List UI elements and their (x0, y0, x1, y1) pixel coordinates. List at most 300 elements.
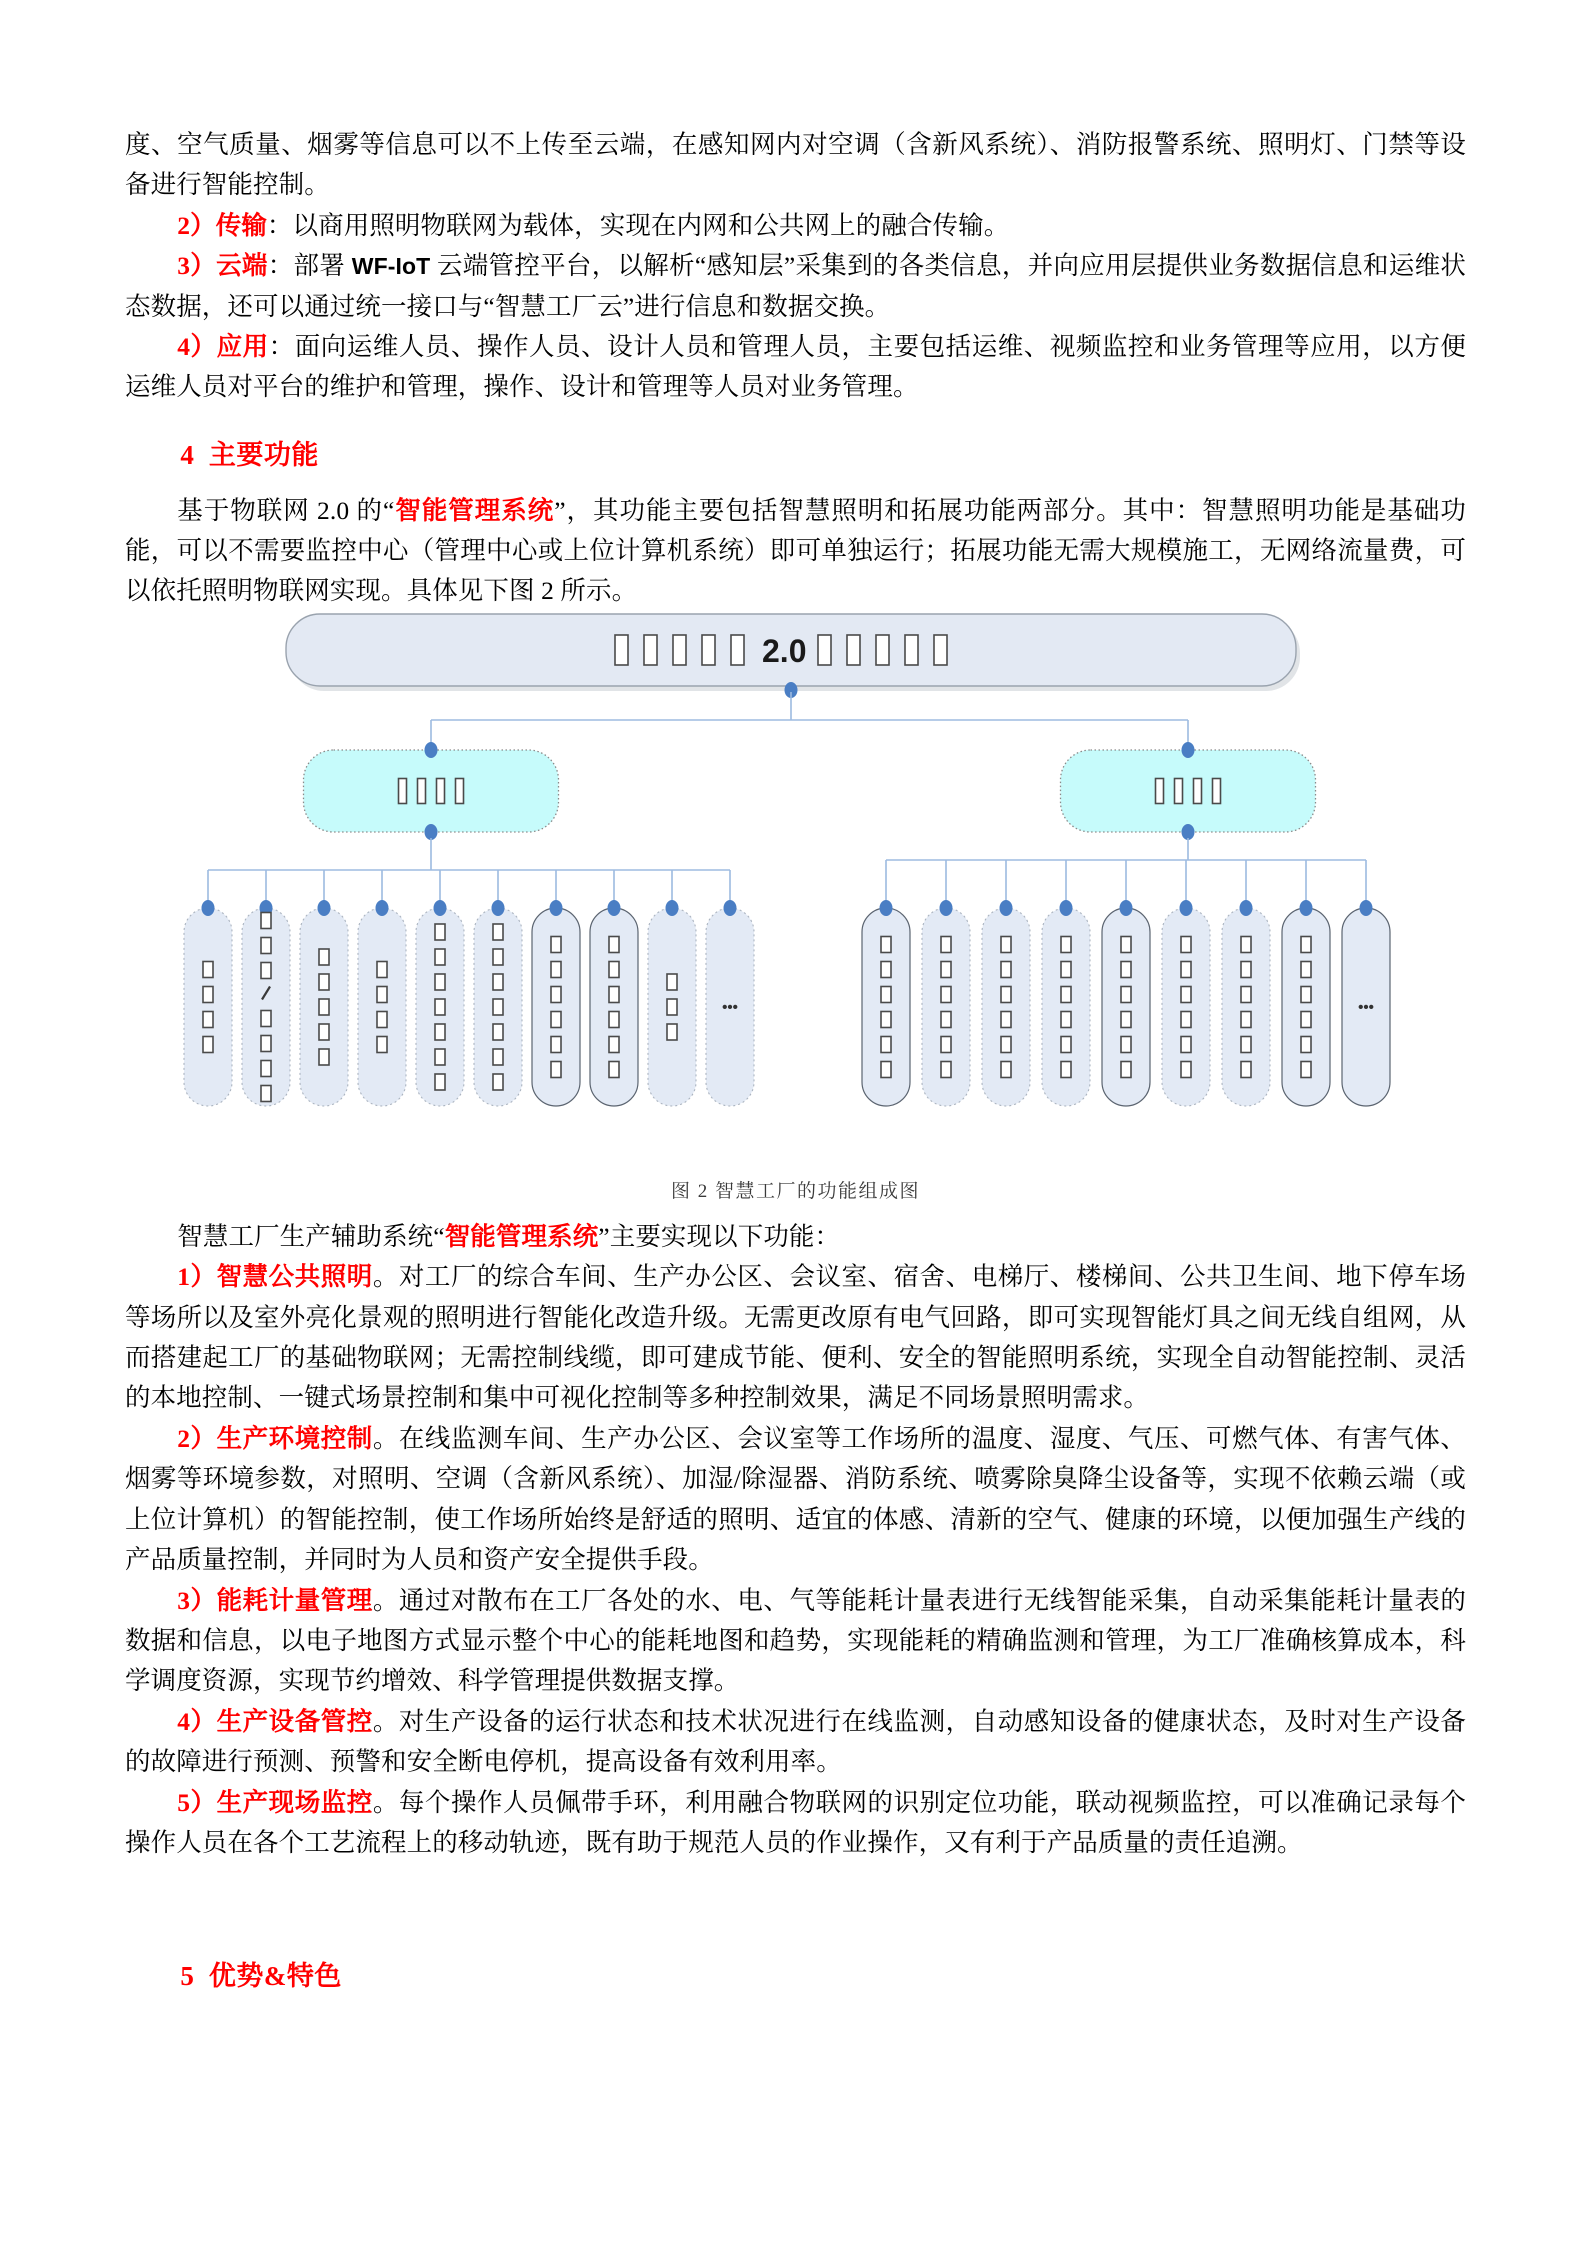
leaf-label-tofu (1061, 961, 1071, 977)
branch-label-tofu (1174, 778, 1182, 803)
list-item-application-colon: ： (268, 332, 295, 362)
leaf-label-tofu (1241, 1011, 1251, 1027)
leaf-label-tofu (1001, 936, 1011, 952)
leaf-label-tofu (881, 1061, 891, 1077)
figure-2-container (126, 612, 1466, 1172)
leaf-label-tofu (1001, 1011, 1011, 1027)
root-label-tofu (876, 635, 889, 665)
leaf-label-tofu (941, 986, 951, 1002)
leaf-label-tofu (1241, 961, 1251, 977)
leaf-label-tofu (1121, 961, 1131, 977)
branch-label-tofu (436, 778, 444, 803)
functions-lead-after: ”主要实现以下功能： (598, 1221, 841, 1251)
leaf-label-tofu (609, 1011, 619, 1027)
list-item-cloud-label: 云端 (216, 251, 268, 281)
leaf-label-tofu (435, 1024, 445, 1040)
leaf-label-tofu (435, 1049, 445, 1065)
tofu-box (1001, 1011, 1011, 1027)
leaf-label-tofu (941, 1061, 951, 1077)
tofu-box (435, 1074, 445, 1090)
leaf-label-tofu (1121, 936, 1131, 952)
tofu-box (493, 1024, 503, 1040)
leaf-label-tofu (667, 1024, 677, 1040)
leaf-label-tofu (1001, 1061, 1011, 1077)
leaf-label-tofu (667, 999, 677, 1015)
root-label-tofu (615, 635, 628, 665)
tofu-box (941, 1036, 951, 1052)
section-heading-4-number: 4 (180, 439, 195, 470)
tofu-box (876, 635, 889, 665)
root-label-tofu (702, 635, 715, 665)
tofu-box (644, 635, 657, 665)
leaf-label-tofu (261, 1085, 271, 1101)
tofu-box (847, 635, 860, 665)
tofu-box (609, 1061, 619, 1077)
function-item-public-lighting (125, 1257, 1466, 1419)
leaf-label-tofu (941, 936, 951, 952)
tofu-box (551, 1011, 561, 1027)
leaf-label-tofu (319, 999, 329, 1015)
leaf-label-tofu (1301, 986, 1311, 1002)
right-group-leaf-ellipsis: ••• (1357, 998, 1374, 1016)
leaf-label-tofu (551, 1061, 561, 1077)
tofu-box (1241, 936, 1251, 952)
section4-intro-after: ”，其功能主要包括智慧照明和拓展功能两部分。其中：智慧照明功能是基础功能，可以不需要监控中心（管理中心或上位计算机系统）即可单独运行；拓展功能无需大规模施工，无网络流量费，可以依托照明物联网实现。具体见下图 2 所示。 (125, 495, 1466, 606)
tofu-box (1181, 961, 1191, 977)
tofu-box (881, 1036, 891, 1052)
leaf-label-tofu (1001, 986, 1011, 1002)
function-item-site-monitoring (125, 1783, 1466, 1864)
leaf-label-tofu (493, 974, 503, 990)
function-item-environment-control-marker: 2） (177, 1423, 217, 1453)
function-item-equipment-control-punct: 。 (372, 1706, 399, 1736)
leaf-label-tofu (1181, 1036, 1191, 1052)
leaf-label-tofu (1181, 961, 1191, 977)
leaf-label-tofu (493, 924, 503, 940)
function-item-energy-metering-text: 通过对散布在工厂各处的水、电、气等能耗计量表进行无线智能采集，自动采集能耗计量表的数据和信息，以电子地图方式显示整个中心的能耗地图和趋势，实现能耗的精确监测和管理，为工厂准确核算成本，科学调度资源，实现节约增效、科学管理提供数据支撑。 (125, 1585, 1466, 1696)
document-body (125, 125, 1466, 612)
function-item-equipment-control-label: 生产设备管控 (216, 1706, 373, 1736)
tofu-box (667, 999, 677, 1015)
branch-label-tofu (1193, 778, 1201, 803)
leaf-label-tofu (203, 1011, 213, 1027)
spacer (125, 1203, 1466, 1217)
tofu-box (1061, 1011, 1071, 1027)
leaf-label-tofu (377, 1011, 387, 1027)
tofu-box (1061, 1061, 1071, 1077)
leaf-label-tofu (1061, 936, 1071, 952)
tofu-box (1155, 778, 1163, 803)
tofu-box (377, 986, 387, 1002)
tofu-box (435, 974, 445, 990)
tofu-box (667, 1024, 677, 1040)
branch-label-tofu (1212, 778, 1220, 803)
tofu-box (615, 635, 628, 665)
function-item-energy-metering-label: 能耗计量管理 (216, 1585, 373, 1615)
leaf-label-tofu (1181, 1061, 1191, 1077)
tofu-box (1301, 961, 1311, 977)
leaf-label-tofu (1061, 1011, 1071, 1027)
leaf-label-tofu (1301, 1036, 1311, 1052)
tofu-box (1121, 1011, 1131, 1027)
tofu-box (319, 949, 329, 965)
tofu-box (1061, 936, 1071, 952)
leaf-label-tofu (881, 961, 891, 977)
function-item-equipment-control-text: 对生产设备的运行状态和技术状况进行在线监测，自动感知设备的健康状态，及时对生产设备的故障进行预测、预警和安全断电停机，提高设备有效利用率。 (125, 1706, 1466, 1777)
leaf-label-tofu (493, 949, 503, 965)
tofu-box (1181, 1036, 1191, 1052)
right-group-leaf-dot (1299, 900, 1312, 916)
function-item-energy-metering-punct: 。 (372, 1585, 399, 1615)
function-item-site-monitoring-text: 每个操作人员佩带手环，利用融合物联网的识别定位功能，联动视频监控，可以准确记录每个操作人员在各个工艺流程上的移动轨迹，既有助于规范人员的作业操作，又有利于产品质量的责任追溯。 (125, 1787, 1466, 1857)
right-group-leaf-dot (879, 900, 892, 916)
tofu-box (609, 961, 619, 977)
left-branch-node[interactable] (303, 750, 558, 832)
branch-label-tofu (1155, 778, 1163, 803)
tofu-box (1001, 1036, 1011, 1052)
leaf-label-tofu (1061, 1036, 1071, 1052)
leaf-label-tofu (1241, 986, 1251, 1002)
tofu-box (319, 999, 329, 1015)
tofu-box (941, 986, 951, 1002)
list-item-transmission-colon: ： (266, 210, 293, 240)
right-group-leaf-dot (1059, 900, 1072, 916)
tofu-box (1001, 961, 1011, 977)
leaf-label-tofu (1241, 1036, 1251, 1052)
tofu-box (1212, 778, 1220, 803)
branch-label-tofu (417, 778, 425, 803)
tofu-box (1181, 1061, 1191, 1077)
section-heading-5 (125, 1955, 1466, 1998)
tofu-box (493, 949, 503, 965)
tofu-box (261, 937, 271, 953)
function-item-site-monitoring-label: 生产现场监控 (216, 1787, 373, 1817)
tofu-box (818, 635, 831, 665)
tofu-box (934, 635, 947, 665)
right-branch-node[interactable] (1060, 750, 1315, 832)
tofu-box (435, 1049, 445, 1065)
root-label-tofu (934, 635, 947, 665)
leaf-label-tofu (551, 961, 561, 977)
leaf-label-tofu (435, 949, 445, 965)
leaf-label-tofu (1121, 1061, 1131, 1077)
tofu-box (667, 974, 677, 990)
leaf-label-tofu (941, 1011, 951, 1027)
function-item-environment-control-punct: 。 (372, 1423, 399, 1453)
tofu-box (673, 635, 686, 665)
tofu-box (319, 1024, 329, 1040)
leaf-label-tofu (261, 962, 271, 978)
root-label-tofu (644, 635, 657, 665)
section-heading-4 (125, 434, 1466, 477)
leaf-label-tofu (261, 912, 271, 928)
leaf-label-tofu (881, 936, 891, 952)
leaf-label-tofu (493, 1074, 503, 1090)
right-group-leaf-dot (1119, 900, 1132, 916)
tofu-box (551, 1036, 561, 1052)
leaf-label-tofu (319, 1024, 329, 1040)
figure-2-caption: 图 2 智慧工厂的功能组成图 (670, 1180, 920, 1202)
functions-lead-paragraph (125, 1217, 1466, 1257)
function-item-public-lighting-text: 对工厂的综合车间、生产办公区、会议室、宿舍、电梯厅、楼梯间、公共卫生间、地下停车场等场所以及室外亮化景观的照明进行智能化改造升级。无需更改原有电气回路，即可实现智能灯具之间无线自组网，从而搭建起工厂的基础物联网；无需控制线缆，即可建成节能、便利、安全的智能照明系统，实现全自动智能控制、灵活的本地控制、一键式场景控制和集中可视化控制等多种控制效果，满足不同场景照明需求。 (125, 1262, 1466, 1413)
tofu-box (941, 936, 951, 952)
function-item-site-monitoring-marker: 5） (177, 1787, 217, 1817)
tofu-box (435, 1024, 445, 1040)
right-group-leaf-dot (1179, 900, 1192, 916)
tofu-box (1121, 1036, 1131, 1052)
tofu-box (609, 1036, 619, 1052)
tofu-box (1121, 1061, 1131, 1077)
section4-intro-quoted: 智能管理系统 (394, 495, 555, 525)
function-item-site-monitoring-punct: 。 (372, 1787, 399, 1817)
leaf-label-tofu (261, 1010, 271, 1026)
leaf-label-tofu (435, 974, 445, 990)
tofu-box (1001, 986, 1011, 1002)
tofu-box (1061, 1036, 1071, 1052)
leaf-label-tofu (203, 986, 213, 1002)
tofu-box (1301, 1061, 1311, 1077)
tofu-box (1241, 1011, 1251, 1027)
tofu-box (1241, 1036, 1251, 1052)
tofu-box (1241, 986, 1251, 1002)
leaf-label-tofu (667, 974, 677, 990)
root-label-tofu (818, 635, 831, 665)
document-body-lower (125, 1203, 1466, 1998)
section-heading-4-title: 主要功能 (208, 439, 319, 470)
root-label-tofu (731, 635, 744, 665)
leaf-label-tofu (1121, 986, 1131, 1002)
tofu-box (203, 1011, 213, 1027)
function-item-environment-control-label: 生产环境控制 (216, 1423, 373, 1453)
tofu-box (551, 936, 561, 952)
tofu-box (941, 1061, 951, 1077)
tofu-box (905, 635, 918, 665)
list-item-transmission-label: 传输 (215, 210, 267, 240)
leaf-label-tofu (609, 1036, 619, 1052)
tofu-box (731, 635, 744, 665)
tofu-box (1241, 961, 1251, 977)
list-item-cloud-marker: 3） (177, 251, 217, 281)
list-item-cloud-text-before: 部署 (293, 251, 352, 281)
leaf-label-tofu (1181, 1011, 1191, 1027)
tofu-box (493, 1049, 503, 1065)
leaf-label-tofu (319, 949, 329, 965)
list-item-cloud-text-after: 云端管控平台，以解析“感知层”采集到的各类信息，并向应用层提供业务数据信息和运维状态数据，还可以通过统一接口与“智慧工厂云”进行信息和数据交换。 (125, 251, 1466, 321)
leaf-label-tofu (881, 1036, 891, 1052)
right-group-leaf-dot (939, 900, 952, 916)
tofu-box (417, 778, 425, 803)
list-item-transmission (125, 206, 1466, 246)
section-heading-5-title: 优势&特色 (208, 1961, 342, 1992)
tofu-box (1301, 1011, 1311, 1027)
leaf-label-tofu (941, 961, 951, 977)
function-item-public-lighting-label: 智慧公共照明 (216, 1262, 373, 1292)
tofu-box (551, 961, 561, 977)
tofu-box (1121, 986, 1131, 1002)
function-item-energy-metering-marker: 3） (177, 1585, 217, 1615)
left-group-leaf-node[interactable] (358, 908, 406, 1106)
leaf-label-tofu (551, 1011, 561, 1027)
tofu-box (377, 1011, 387, 1027)
branch-label-tofu (398, 778, 406, 803)
leaf-label-tofu (1301, 1061, 1311, 1077)
left-group-leaf-dot (317, 900, 330, 916)
tofu-box (1001, 936, 1011, 952)
tofu-box (1061, 986, 1071, 1002)
list-item-transmission-marker: 2） (177, 210, 216, 240)
leaf-label-tofu (1121, 1036, 1131, 1052)
tofu-box (261, 962, 271, 978)
leaf-label-tofu (319, 1049, 329, 1065)
leaf-label-tofu (1061, 986, 1071, 1002)
tofu-box (1241, 1061, 1251, 1077)
leaf-label-tofu (435, 999, 445, 1015)
right-group-leaf-dot (1239, 900, 1252, 916)
left-group-leaf-dot (433, 900, 446, 916)
tofu-box (881, 961, 891, 977)
right-branch-node-bottom-dot (1181, 824, 1194, 840)
root-label-tofu (847, 635, 860, 665)
tofu-box (261, 1010, 271, 1026)
leaf-label-tofu (261, 1035, 271, 1051)
tofu-box (398, 778, 406, 803)
tofu-box (319, 974, 329, 990)
leaf-label-tofu (609, 986, 619, 1002)
tofu-box (493, 924, 503, 940)
leaf-label-tofu (1121, 1011, 1131, 1027)
leaf-label-tofu (377, 1036, 387, 1052)
leaf-label-tofu (881, 1011, 891, 1027)
spacer (125, 408, 1466, 434)
leaf-label-tofu (1301, 1011, 1311, 1027)
left-group-leaf-label (493, 924, 503, 1090)
function-item-environment-control (125, 1419, 1466, 1581)
left-group-leaf-dot (665, 900, 678, 916)
tofu-box (609, 936, 619, 952)
tofu-box (261, 1060, 271, 1076)
functions-lead-quoted: 智能管理系统 (444, 1221, 599, 1251)
tofu-box (435, 924, 445, 940)
tofu-box (702, 635, 715, 665)
tofu-box (1001, 1061, 1011, 1077)
leaf-label-tofu (941, 1036, 951, 1052)
tofu-box (493, 999, 503, 1015)
left-group-leaf-dot (375, 900, 388, 916)
root-label-tofu (905, 635, 918, 665)
tofu-box (261, 1085, 271, 1101)
wf-iot-term: WF-IoT (351, 253, 431, 280)
function-item-public-lighting-marker: 1） (177, 1262, 217, 1292)
leaf-label-tofu (1181, 936, 1191, 952)
tofu-box (203, 961, 213, 977)
right-group-leaf-dot (999, 900, 1012, 916)
tofu-box (1193, 778, 1201, 803)
leaf-label-tofu (493, 1024, 503, 1040)
leaf-label-tofu (551, 986, 561, 1002)
leaf-label-tofu (1001, 1036, 1011, 1052)
tofu-box (319, 1049, 329, 1065)
left-group-leaf-dot (607, 900, 620, 916)
tofu-box (941, 1011, 951, 1027)
list-item-application (125, 327, 1466, 408)
list-item-cloud (125, 246, 1466, 327)
tofu-box (609, 1011, 619, 1027)
list-item-cloud-colon: ： (267, 251, 294, 281)
paragraph-continued-text: 度、空气质量、烟雾等信息可以不上传至云端，在感知网内对空调（含新风系统）、消防报警系统、照明灯、门禁等设备进行智能控制。 (125, 130, 1466, 200)
tofu-box (1181, 1011, 1191, 1027)
function-item-equipment-control-marker: 4） (177, 1706, 217, 1736)
leaf-label-tofu (1241, 936, 1251, 952)
function-item-environment-control-text: 在线监测车间、生产办公区、会议室等工作场所的温度、湿度、气压、可燃气体、有害气体、烟雾等环境参数，对照明、空调（含新风系统）、加湿/除湿器、消防系统、喷雾除臭降尘设备等，实现不依赖云端（或上位计算机）的智能控制，使工作场所始终是舒适的照明、适宜的体感、清新的空气、健康的环境，以便加强生产线的产品质量控制，并同时为人员和资产安全提供手段。 (125, 1423, 1466, 1575)
function-item-equipment-control (125, 1702, 1466, 1783)
tofu-box (1121, 936, 1131, 952)
left-branch-node-bottom-dot (424, 824, 437, 840)
list-item-application-label: 应用 (216, 332, 269, 362)
left-group-leaf-ellipsis: ••• (721, 998, 738, 1016)
leaf-label-tofu (203, 1036, 213, 1052)
tofu-box (377, 1036, 387, 1052)
leaf-label-tofu (377, 961, 387, 977)
leaf-label-tofu (261, 937, 271, 953)
tofu-box (1121, 961, 1131, 977)
left-group-leaf-dot (201, 900, 214, 916)
leaf-label-tofu (319, 974, 329, 990)
left-group-leaf-label (435, 924, 445, 1090)
leaf-label-tofu (493, 999, 503, 1015)
leaf-label-tofu (1301, 936, 1311, 952)
leaf-label-tofu (609, 936, 619, 952)
left-branch-node-top-dot (424, 742, 437, 758)
tofu-box (493, 974, 503, 990)
leaf-label-tofu (551, 1036, 561, 1052)
tofu-box (377, 961, 387, 977)
leaf-label-tofu (1241, 1061, 1251, 1077)
tofu-box (436, 778, 444, 803)
tofu-box (881, 936, 891, 952)
leaf-label-tofu (1181, 986, 1191, 1002)
tofu-box (435, 949, 445, 965)
function-item-energy-metering (125, 1581, 1466, 1702)
leaf-label-tofu (203, 961, 213, 977)
branch-label-tofu (455, 778, 463, 803)
tofu-box (609, 986, 619, 1002)
list-item-application-marker: 4） (177, 332, 217, 362)
left-group-leaf-node[interactable] (184, 908, 232, 1106)
functions-lead-before: 智慧工厂生产辅助系统“ (177, 1221, 445, 1251)
tofu-box (1301, 986, 1311, 1002)
function-item-public-lighting-punct: 。 (372, 1262, 399, 1292)
tofu-box (1301, 936, 1311, 952)
leaf-label-tofu (1301, 961, 1311, 977)
left-group-leaf-dot (491, 900, 504, 916)
right-group-leaf-dot (1359, 900, 1372, 916)
section-heading-5-number: 5 (180, 1961, 195, 1992)
tofu-box (493, 1074, 503, 1090)
leaf-label-tofu (881, 986, 891, 1002)
tofu-box (881, 986, 891, 1002)
root-label-tofu (673, 635, 686, 665)
leaf-label-tofu (551, 936, 561, 952)
tofu-box (435, 999, 445, 1015)
leaf-label-tofu (435, 1074, 445, 1090)
tofu-box (455, 778, 463, 803)
left-group-leaf-dot (723, 900, 736, 916)
leaf-label-tofu (261, 1060, 271, 1076)
spacer (125, 477, 1466, 491)
tofu-box (261, 1035, 271, 1051)
tofu-box (1181, 986, 1191, 1002)
leaf-label-tofu (1001, 961, 1011, 977)
